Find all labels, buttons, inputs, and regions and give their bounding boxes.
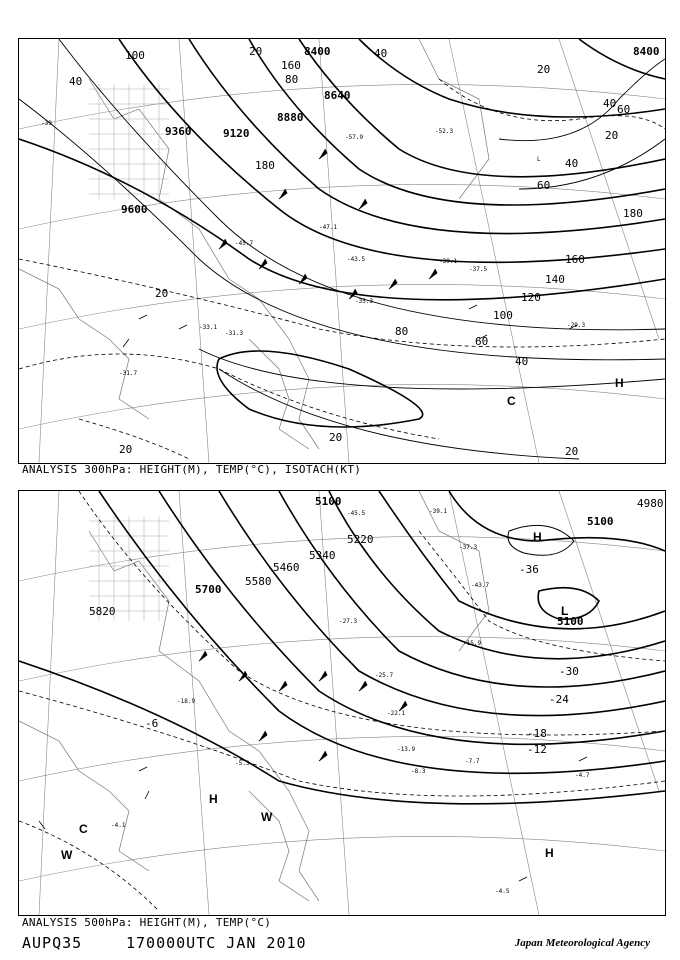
height-label: 9360 (165, 125, 192, 138)
station-value: -4.7 (575, 772, 590, 779)
height-label: 5100 (557, 615, 584, 628)
coastline (19, 39, 489, 449)
isotach-label: 20 (329, 431, 343, 444)
station-value: -15.9 (463, 640, 482, 647)
isotach-label: 180 (623, 207, 643, 220)
station-value: -4.5 (495, 888, 510, 895)
height-label: 5100 (315, 495, 342, 508)
isotach-label: 20 (605, 129, 619, 142)
isotach-label: 40 (565, 157, 579, 170)
cold-center: C (507, 394, 516, 408)
station-value: -35.3 (355, 298, 374, 305)
isotach-label: 80 (395, 325, 409, 338)
station-value: -31.7 (119, 370, 138, 377)
chart-300hpa (18, 38, 666, 464)
height-label: 5460 (273, 561, 300, 574)
station-value: -37.3 (459, 544, 478, 551)
high-center: H (533, 530, 542, 544)
station-value: -4.1 (111, 822, 126, 829)
temp-label: -12 (527, 743, 547, 756)
station-value: -52.3 (435, 128, 454, 135)
chart-500hpa (18, 490, 666, 916)
height-label: 5100 (587, 515, 614, 528)
height-label: 8640 (324, 89, 351, 102)
station-value: -39 (41, 120, 52, 127)
high-center: H (545, 846, 554, 860)
station-value: -27.3 (339, 618, 358, 625)
isotach-label: 20 (249, 45, 263, 58)
station-value: -43.7 (471, 582, 490, 589)
isotachs (19, 39, 665, 459)
isotach-label: 160 (565, 253, 585, 266)
station-value: -45.5 (347, 510, 366, 517)
station-value: -18.9 (177, 698, 196, 705)
coastline (19, 491, 489, 901)
station-value: -5.3 (235, 760, 250, 767)
map-300hpa (19, 39, 665, 463)
height-contours (19, 491, 665, 804)
station-value: -7.7 (465, 758, 480, 765)
height-label: 5340 (309, 549, 336, 562)
isotach-label: 80 (285, 73, 299, 86)
height-label: 5220 (347, 533, 374, 546)
temp-label: -18 (527, 727, 547, 740)
isotach-label: 20 (155, 287, 169, 300)
warm-center: W (261, 810, 273, 824)
warm-center: W (61, 848, 73, 862)
height-label: 5820 (89, 605, 116, 618)
height-label: 9120 (223, 127, 250, 140)
isotach-label: 20 (537, 63, 551, 76)
high-center: H (209, 792, 218, 806)
map-500hpa (19, 491, 665, 915)
isotach-label: 180 (255, 159, 275, 172)
isotach-label: 20 (565, 445, 579, 458)
temp-label: -30 (559, 665, 579, 678)
height-label: 8880 (277, 111, 304, 124)
valid-time: 170000UTC JAN 2010 (126, 934, 307, 952)
height-label: 5700 (195, 583, 222, 596)
caption-300hpa: ANALYSIS 300hPa: HEIGHT(M), TEMP(°C), ISOTACH(KT) (22, 463, 362, 476)
isotach-label: 140 (545, 273, 565, 286)
hatch-area (89, 84, 169, 199)
station-value: -8.3 (411, 768, 426, 775)
station-value: -39.1 (429, 508, 448, 515)
isotach-label: 100 (493, 309, 513, 322)
temp-label: -6 (145, 717, 159, 730)
height-label: 8400 (633, 45, 660, 58)
station-value: -25.7 (375, 672, 394, 679)
agency-name: Japan Meteorological Agency (514, 937, 650, 949)
station-value: -13.9 (397, 746, 416, 753)
station-value: -37.5 (469, 266, 488, 273)
isotach-label: 60 (537, 179, 551, 192)
station-value: -47.1 (319, 224, 338, 231)
height-label: 8400 (304, 45, 331, 58)
closed-contour (217, 351, 423, 427)
cold-center: C (79, 822, 88, 836)
isotach-label: 160 (281, 59, 301, 72)
isotherms (19, 79, 665, 459)
isotach-label: 100 (125, 49, 145, 62)
station-value: -57.9 (345, 134, 364, 141)
isotach-label: 120 (521, 291, 541, 304)
station-value: -31.3 (225, 330, 244, 337)
height-label: 4980 (637, 497, 664, 510)
product-code: AUPQ35 (22, 934, 83, 952)
isotach-label: 40 (603, 97, 617, 110)
height-label: 5580 (245, 575, 272, 588)
station-value: -22.1 (387, 710, 406, 717)
station-value: -45.7 (235, 240, 254, 247)
temp-label: -36 (519, 563, 539, 576)
low-center: L (561, 604, 569, 618)
caption-500hpa: ANALYSIS 500hPa: HEIGHT(M), TEMP(°C) (22, 916, 272, 929)
graticule (19, 39, 665, 463)
isotach-label: 40 (69, 75, 83, 88)
station-value: -29.3 (567, 322, 586, 329)
isotach-label: 60 (617, 103, 631, 116)
station-value: -39.1 (439, 258, 458, 265)
isotach-label: 20 (119, 443, 133, 456)
station-value: -33.1 (199, 324, 218, 331)
isotach-label: 60 (475, 335, 489, 348)
height-label: 9600 (121, 203, 148, 216)
high-center: H (615, 376, 624, 390)
temp-label: -24 (549, 693, 569, 706)
low-center: L (537, 156, 541, 163)
station-value: -43.5 (347, 256, 366, 263)
isotach-label: 40 (374, 47, 388, 60)
isotach-label: 40 (515, 355, 529, 368)
